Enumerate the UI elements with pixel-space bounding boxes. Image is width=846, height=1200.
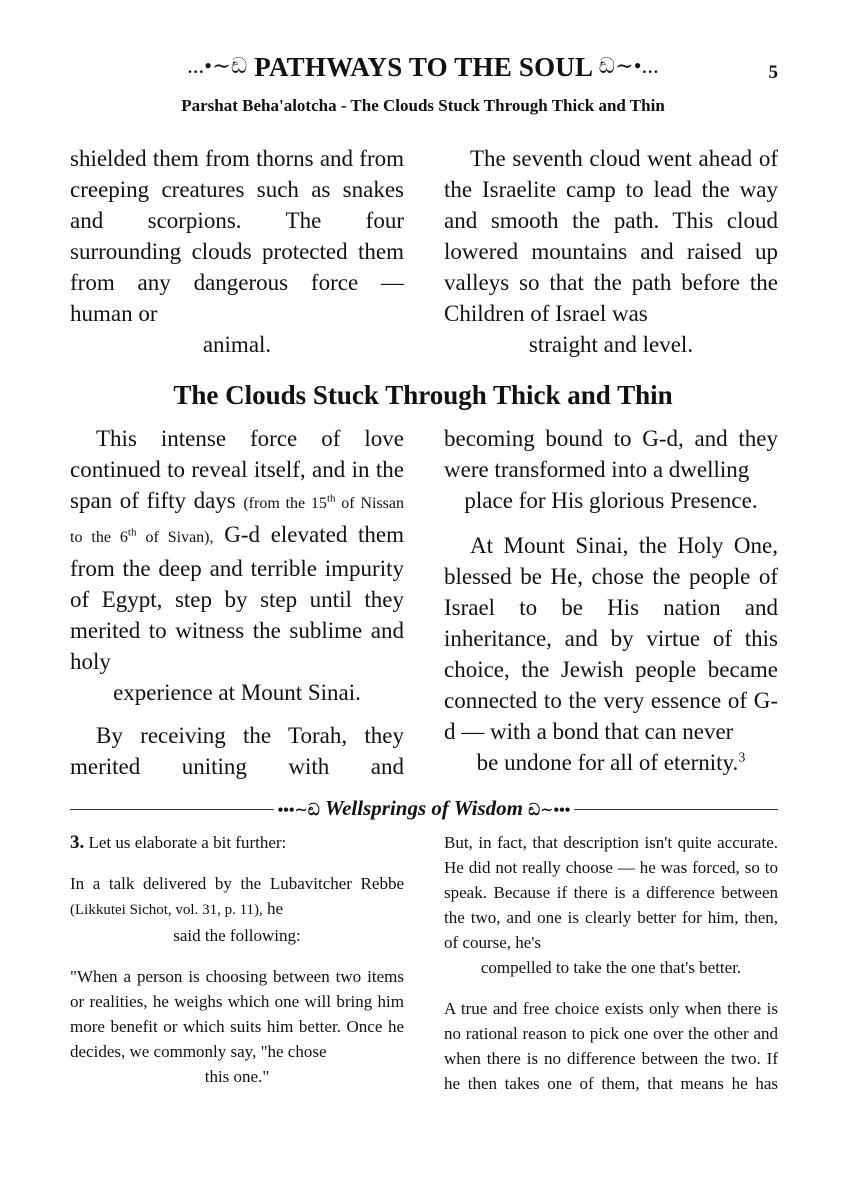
footnote-right-paragraph-2: A true and free choice exists only when there is no rational reason to pick one over the other and when there is no difference between the two. If he then takes one of them, that means he has [444,999,778,1093]
note-run: of Nissan to the 6 [70,495,405,546]
note-run: (from the 15 [243,495,327,512]
text-run: This intense force of love continued to reveal itself, and in the span of fifty days [70,426,404,513]
text-run: he [262,899,284,918]
ornament-left-icon: •••∼ඩ [277,802,320,819]
ornament-right-icon: ඩ∼•... [598,53,659,78]
footnote-quote: "When a person is choosing between two items or realities, he weighs which one will bring him more benefit or which suits him better. Once he decides, we commonly say, "he chose [70,967,404,1061]
section-right-paragraph-0-end: place for His glorious Presence. [464,488,758,513]
top-left-paragraph: shielded them from thorns and from creeping creatures such as snakes and scorpions. The four surrounding clouds protected them from any dangerous force — human or [70,146,404,326]
footnote-paragraph-2-end: said the following: [173,926,301,945]
citation: (Likkutei Sichot, vol. 31, p. 11), [70,902,263,918]
text-run: be undone for all of eternity. [476,750,739,775]
footnote-right-paragraph-1-end: compelled to take the one that's better. [480,958,742,977]
ordinal-suffix: th [326,492,336,505]
book-title [0,52,846,83]
footnote-ref[interactable]: 3 [738,750,746,766]
section-left-column [70,423,404,782]
footnote-paragraph-2 [70,871,404,923]
footnote-number: 3. [70,832,85,853]
section-right-paragraph-1: At Mount Sinai, the Holy One, blessed be He, chose the people of Israel to be His nation and inheritance, and by virtue of this choice, the Jewish people became connected to the very essence of G-d — with a bond that can never [444,533,778,744]
text-run: G-d elevated them from the deep and terrible impurity of Egypt, step by step until they merited to witness the sublime and holy [70,522,405,674]
ornament-right-icon: ඩ∼••• [528,802,571,819]
top-left-column [70,143,404,360]
footnotes-divider [70,796,778,824]
ornament-left-icon: ...•∼ඩ [187,53,248,78]
text-run: In a talk delivered by the Lubavitcher Rebbe [70,874,404,893]
section-right-paragraph-0: becoming bound to G-d, and they were transformed into a dwelling [444,426,778,482]
footnote-quote-end: this one." [204,1067,270,1086]
section-left-paragraph-2: By receiving the Torah, they merited uniting with and [70,723,404,779]
text-run: Let us elaborate a bit further: [84,833,287,852]
running-header [0,52,846,92]
footnote-right-column [444,830,778,1096]
page-number: 5 [768,62,778,83]
divider-label [70,796,778,821]
footnote-right-paragraph-1: But, in fact, that description isn't quite accurate. He did not really choose — he was forced, so to speak. Because if there is a difference between the two, and one is clearly better for him, then, of course, he's [444,833,778,952]
chapter-subtitle: Parshat Beha'alotcha - The Clouds Stuck Through Thick and Thin [181,96,665,115]
section-left-paragraph-1-end: experience at Mount Sinai. [113,680,361,705]
ordinal-suffix: th [127,526,137,539]
top-right-paragraph: The seventh cloud went ahead of the Israelite camp to lead the way and smooth the path. This cloud lowered mountains and raised up valleys so that the path before the Children of Israel was [444,146,778,326]
section-left-paragraph-1 [70,423,404,677]
section-right-paragraph-1-end [444,747,778,778]
footnote-left-column [70,830,404,1089]
book-title-text: PATHWAYS TO THE SOUL [254,52,592,82]
note-run: of Sivan), [136,529,214,546]
footnote-intro [70,830,404,855]
section-heading: The Clouds Stuck Through Thick and Thin [173,380,673,410]
top-left-paragraph-end: animal. [202,332,272,357]
section-right-column [444,423,778,778]
divider-label-text: Wellsprings of Wisdom [325,796,523,820]
top-right-column [444,143,778,360]
top-right-paragraph-end: straight and level. [528,332,694,357]
